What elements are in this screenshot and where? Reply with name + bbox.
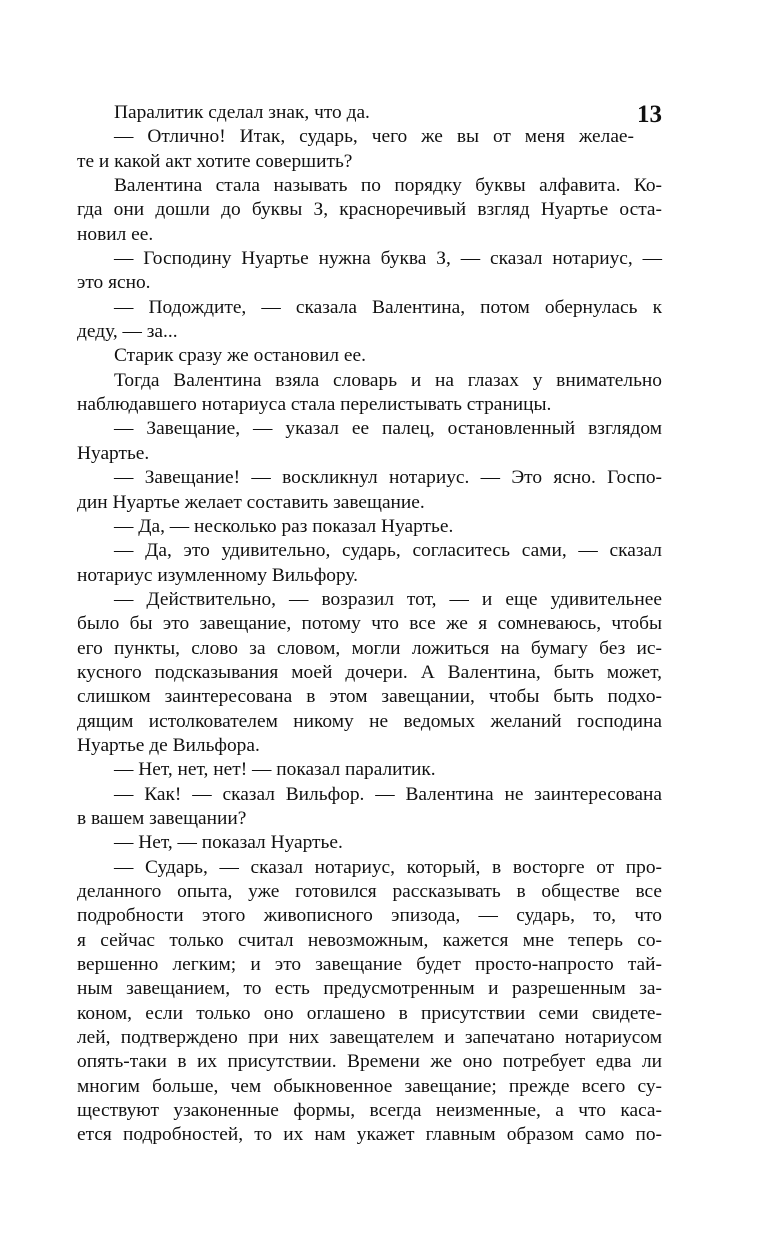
text-line: — Нет, — показал Нуартье. bbox=[114, 832, 343, 854]
text-line: деду, — за... bbox=[77, 321, 178, 343]
text-line: деланного опыта, уже готовился рассказывать в обществе все bbox=[77, 881, 662, 902]
text-line: дящим истолкователем никому не ведомых желаний господина bbox=[77, 710, 662, 732]
text-line: — Отлично! Итак, сударь, чего же вы от меня желае- bbox=[114, 126, 634, 148]
text-line: дин Нуартье желает составить завещание. bbox=[77, 491, 425, 513]
text-line: ным завещанием, то есть предусмотренным и разрешенным за- bbox=[77, 978, 662, 1000]
text-line: наблюдавшего нотариуса стала перелистывать страницы. bbox=[77, 394, 552, 416]
text-line: — Да, — несколько раз показал Нуартье. bbox=[114, 515, 454, 537]
text-line: многим больше, чем обыкновенное завещание; прежде всего су- bbox=[77, 1075, 662, 1097]
text-line: это ясно. bbox=[77, 272, 151, 294]
text-line: те и какой акт хотите совершить? bbox=[77, 150, 353, 172]
text-line: слишком заинтересована в этом завещании, чтобы быть подхо- bbox=[77, 686, 662, 708]
text-line: вершенно легким; и это завещание будет просто-напросто тай- bbox=[77, 954, 662, 976]
text-line: коном, если только оно оглашено в присутствии семи свидете- bbox=[77, 1002, 662, 1024]
text-line: Нуартье де Вильфора. bbox=[77, 734, 260, 756]
text-line: — Действительно, — возразил тот, — и еще удивительнее bbox=[114, 588, 662, 610]
text-line: кусного подсказывания моей дочери. А Валентина, быть может, bbox=[77, 661, 662, 683]
text-line: нотариус изумленному Вильфору. bbox=[77, 564, 359, 586]
body-text bbox=[77, 101, 662, 1148]
text-line: — Завещание! — воскликнул нотариус. — Это ясно. Госпо- bbox=[114, 467, 662, 489]
text-line: — Нет, нет, нет! — показал паралитик. bbox=[114, 759, 436, 781]
text-line: подробности этого живописного эпизода, — сударь, то, что bbox=[77, 905, 662, 927]
text-line: Тогда Валентина взяла словарь и на глазах у внимательно bbox=[114, 369, 662, 391]
page-number: 13 bbox=[637, 101, 662, 128]
text-line: я сейчас только считал невозможным, кажется мне теперь со- bbox=[77, 929, 662, 951]
text-line: Паралитик сделал знак, что да. bbox=[114, 102, 370, 123]
text-line: — Как! — сказал Вильфор. — Валентина не заинтересована bbox=[114, 783, 662, 805]
text-line: его пункты, слово за словом, могли ложиться на бумагу без ис- bbox=[77, 637, 662, 659]
text-line: новил ее. bbox=[77, 223, 154, 245]
text-line: Нуартье. bbox=[77, 442, 150, 464]
text-line: — Завещание, — указал ее палец, остановленный взглядом bbox=[114, 418, 662, 440]
text-line: — Сударь, — сказал нотариус, который, в восторге от про- bbox=[114, 856, 662, 878]
text-line: Валентина стала называть по порядку буквы алфавита. Ко- bbox=[114, 175, 662, 197]
text-line: опять-таки в их присутствии. Времени же оно потребует едва ли bbox=[77, 1051, 662, 1073]
text-line: в вашем завещании? bbox=[77, 807, 247, 829]
text-line: — Подождите, — сказала Валентина, потом обернулась к bbox=[114, 296, 662, 318]
text-line: ществуют узаконенные формы, всегда неизменные, а что каса- bbox=[77, 1100, 662, 1122]
text-line: гда они дошли до буквы З, красноречивый взгляд Нуартье оста- bbox=[77, 199, 662, 221]
text-line: ется подробностей, то их нам укажет главным образом само по- bbox=[77, 1124, 662, 1146]
text-line: — Да, это удивительно, сударь, согласитесь сами, — сказал bbox=[114, 540, 662, 562]
text-line: — Господину Нуартье нужна буква З, — сказал нотариус, — bbox=[114, 248, 662, 270]
text-line: было бы это завещание, потому что все же я сомневаюсь, чтобы bbox=[77, 613, 662, 635]
text-line: лей, подтверждено при них завещателем и запечатано нотариусом bbox=[77, 1027, 662, 1049]
text-line: Старик сразу же остановил ее. bbox=[114, 345, 366, 367]
